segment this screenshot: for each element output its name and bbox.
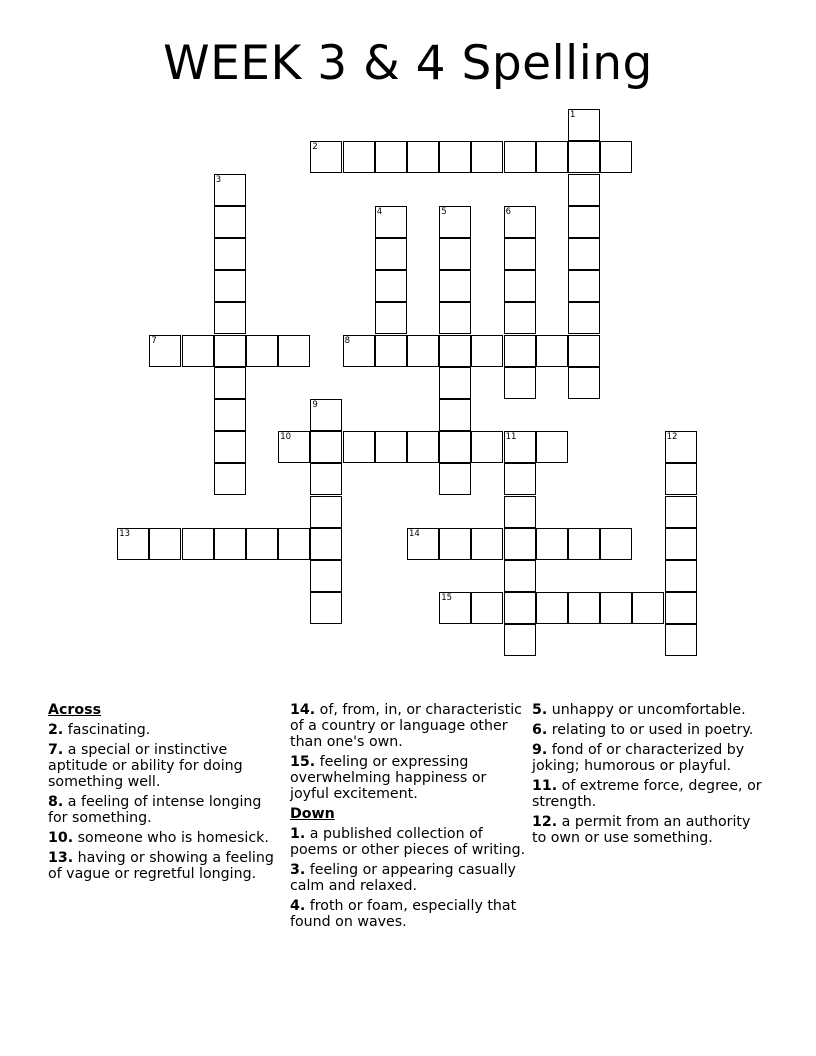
grid-cell[interactable] [471, 335, 503, 367]
grid-cell[interactable] [214, 528, 246, 560]
grid-cell[interactable] [568, 367, 600, 399]
grid-cell[interactable] [568, 174, 600, 206]
grid-cell[interactable] [375, 302, 407, 334]
grid-cell[interactable] [439, 528, 471, 560]
grid-cell[interactable] [504, 238, 536, 270]
clue-text: a permit from an authority to own or use something. [532, 814, 751, 846]
grid-cell[interactable] [536, 528, 568, 560]
grid-cell[interactable] [665, 463, 697, 495]
clue-number-label: 3 [215, 174, 222, 185]
down-clue [290, 826, 526, 858]
clue-text: a published collection of poems or other pieces of writing. [290, 826, 526, 858]
grid-cell[interactable] [310, 528, 342, 560]
grid-cell[interactable] [504, 528, 536, 560]
grid-cell[interactable] [568, 592, 600, 624]
clue-number-label: 10 [280, 432, 292, 443]
across-clue [48, 722, 284, 738]
grid-cell[interactable] [439, 238, 471, 270]
down-heading: Down [290, 806, 335, 822]
across-clue [48, 830, 284, 846]
across-clue [290, 754, 526, 802]
clue-text: fascinating. [63, 722, 151, 738]
clue-number: 11. [532, 778, 558, 794]
grid-cell[interactable] [568, 270, 600, 302]
grid-cell[interactable] [310, 560, 342, 592]
grid-cell[interactable] [504, 270, 536, 302]
clue-number-label: 2 [312, 142, 318, 153]
grid-cell[interactable] [600, 592, 632, 624]
grid-cell[interactable] [375, 335, 407, 367]
grid-cell[interactable] [504, 431, 536, 463]
clues-column-3 [532, 702, 768, 850]
clue-number-label: 7 [151, 335, 157, 346]
grid-cell[interactable] [375, 238, 407, 270]
grid-cell[interactable] [504, 496, 536, 528]
grid-cell[interactable] [439, 431, 471, 463]
grid-cell[interactable] [504, 560, 536, 592]
grid-cell[interactable] [375, 141, 407, 173]
grid-cell[interactable] [471, 431, 503, 463]
grid-cell[interactable] [536, 141, 568, 173]
grid-cell[interactable] [310, 496, 342, 528]
grid-cell[interactable] [665, 528, 697, 560]
grid-cell[interactable] [214, 367, 246, 399]
grid-cell[interactable] [504, 367, 536, 399]
grid-cell[interactable] [439, 206, 471, 238]
grid-cell[interactable] [536, 335, 568, 367]
grid-cell[interactable] [665, 592, 697, 624]
grid-cell[interactable] [407, 335, 439, 367]
grid-cell[interactable] [149, 528, 181, 560]
clue-text: feeling or expressing overwhelming happiness or joyful excitement. [290, 754, 487, 802]
clue-text: fond of or characterized by joking; humorous or playful. [532, 742, 745, 774]
clue-number-label: 11 [505, 432, 517, 443]
grid-cell[interactable] [214, 399, 246, 431]
clue-number-label: 14 [409, 528, 420, 539]
clue-number-label: 4 [376, 206, 383, 217]
grid-cell[interactable] [278, 431, 310, 463]
grid-cell[interactable] [568, 302, 600, 334]
down-clue [532, 702, 768, 718]
grid-cell[interactable] [665, 560, 697, 592]
across-heading: Across [48, 702, 102, 718]
clue-number-label: 15 [441, 593, 453, 604]
clue-text: unhappy or uncomfortable. [547, 702, 746, 718]
grid-cell[interactable] [310, 399, 342, 431]
grid-cell[interactable] [310, 431, 342, 463]
grid-cell[interactable] [471, 141, 503, 173]
grid-cell[interactable] [504, 624, 536, 656]
clue-number-label: 6 [505, 206, 512, 217]
grid-cell[interactable] [149, 335, 181, 367]
grid-cell[interactable] [568, 109, 600, 141]
grid-cell[interactable] [632, 592, 664, 624]
grid-cell[interactable] [246, 335, 278, 367]
grid-cell[interactable] [117, 528, 149, 560]
grid-cell[interactable] [439, 270, 471, 302]
down-clue [532, 742, 768, 774]
grid-cell[interactable] [278, 335, 310, 367]
clue-text: of extreme force, degree, or strength. [532, 778, 762, 810]
down-clue [532, 814, 768, 846]
grid-cell[interactable] [439, 399, 471, 431]
grid-cell[interactable] [504, 592, 536, 624]
clue-number: 3. [290, 862, 306, 878]
clue-text: froth or foam, especially that found on waves. [290, 898, 517, 930]
grid-cell[interactable] [214, 431, 246, 463]
grid-cell[interactable] [504, 335, 536, 367]
grid-cell[interactable] [214, 206, 246, 238]
grid-cell[interactable] [568, 206, 600, 238]
clue-number: 5. [532, 702, 548, 718]
grid-cell[interactable] [568, 335, 600, 367]
grid-cell[interactable] [665, 431, 697, 463]
clue-number: 14. [290, 702, 316, 718]
grid-cell[interactable] [343, 335, 375, 367]
grid-cell[interactable] [536, 592, 568, 624]
grid-cell[interactable] [600, 141, 632, 173]
grid-cell[interactable] [407, 141, 439, 173]
across-clue [290, 702, 526, 750]
grid-cell[interactable] [343, 431, 375, 463]
clue-number: 13. [48, 850, 74, 866]
clue-number: 9. [532, 742, 548, 758]
grid-cell[interactable] [214, 463, 246, 495]
grid-cell[interactable] [214, 302, 246, 334]
grid-cell[interactable] [246, 528, 278, 560]
across-clue [48, 850, 284, 882]
clue-number-label: 5 [441, 206, 447, 217]
clue-number: 6. [532, 722, 548, 738]
clue-number: 7. [48, 742, 64, 758]
clue-text: feeling or appearing casually calm and relaxed. [290, 862, 516, 894]
down-clue [290, 898, 526, 930]
grid-cell[interactable] [407, 528, 439, 560]
clue-number-label: 12 [666, 432, 678, 443]
grid-cell[interactable] [278, 528, 310, 560]
clue-number-label: 13 [119, 528, 131, 539]
grid-cell[interactable] [439, 141, 471, 173]
clue-number: 12. [532, 814, 558, 830]
clue-number: 1. [290, 826, 306, 842]
across-clue [48, 794, 284, 826]
clues-column-1 [48, 702, 284, 886]
grid-cell[interactable] [214, 174, 246, 206]
grid-cell[interactable] [568, 238, 600, 270]
grid-cell[interactable] [407, 431, 439, 463]
grid-cell[interactable] [343, 141, 375, 173]
clue-number: 2. [48, 722, 64, 738]
clue-text: a feeling of intense longing for something. [48, 794, 262, 826]
grid-cell[interactable] [439, 463, 471, 495]
down-clue [290, 862, 526, 894]
grid-cell[interactable] [600, 528, 632, 560]
grid-cell[interactable] [439, 335, 471, 367]
grid-cell[interactable] [471, 528, 503, 560]
grid-cell[interactable] [536, 431, 568, 463]
clues-column-2 [290, 702, 526, 934]
grid-cell[interactable] [310, 463, 342, 495]
grid-cell[interactable] [504, 463, 536, 495]
grid-cell[interactable] [182, 335, 214, 367]
grid-cell[interactable] [439, 592, 471, 624]
grid-cell[interactable] [214, 335, 246, 367]
clue-text: relating to or used in poetry. [547, 722, 754, 738]
grid-cell[interactable] [665, 624, 697, 656]
grid-cell[interactable] [439, 302, 471, 334]
clue-number-label: 1 [570, 110, 576, 121]
down-clue [532, 778, 768, 810]
grid-cell[interactable] [439, 367, 471, 399]
grid-cell[interactable] [504, 206, 536, 238]
grid-cell[interactable] [310, 141, 342, 173]
down-clue [532, 722, 768, 738]
clue-text: a special or instinctive aptitude or ability for doing something well. [48, 742, 243, 790]
grid-cell[interactable] [375, 206, 407, 238]
clue-text: having or showing a feeling of vague or regretful longing. [48, 850, 274, 882]
grid-cell[interactable] [182, 528, 214, 560]
page-title: WEEK 3 & 4 Spelling [163, 36, 653, 91]
clue-number-label: 9 [312, 400, 318, 410]
grid-cell[interactable] [504, 141, 536, 173]
grid-cell[interactable] [310, 592, 342, 624]
grid-cell[interactable] [665, 496, 697, 528]
grid-cell[interactable] [471, 592, 503, 624]
grid-cell[interactable] [568, 141, 600, 173]
grid-cell[interactable] [214, 270, 246, 302]
clue-number: 15. [290, 754, 316, 770]
clue-text: someone who is homesick. [73, 830, 269, 846]
clue-number: 4. [290, 898, 306, 914]
clue-text: of, from, in, or characteristic of a country or language other than one's own. [290, 702, 522, 750]
clue-number: 8. [48, 794, 64, 810]
across-clue [48, 742, 284, 790]
clue-number-label: 8 [344, 335, 351, 346]
grid-cell[interactable] [504, 302, 536, 334]
grid-cell[interactable] [568, 528, 600, 560]
grid-cell[interactable] [375, 270, 407, 302]
grid-cell[interactable] [214, 238, 246, 270]
clue-number: 10. [48, 830, 74, 846]
grid-cell[interactable] [375, 431, 407, 463]
